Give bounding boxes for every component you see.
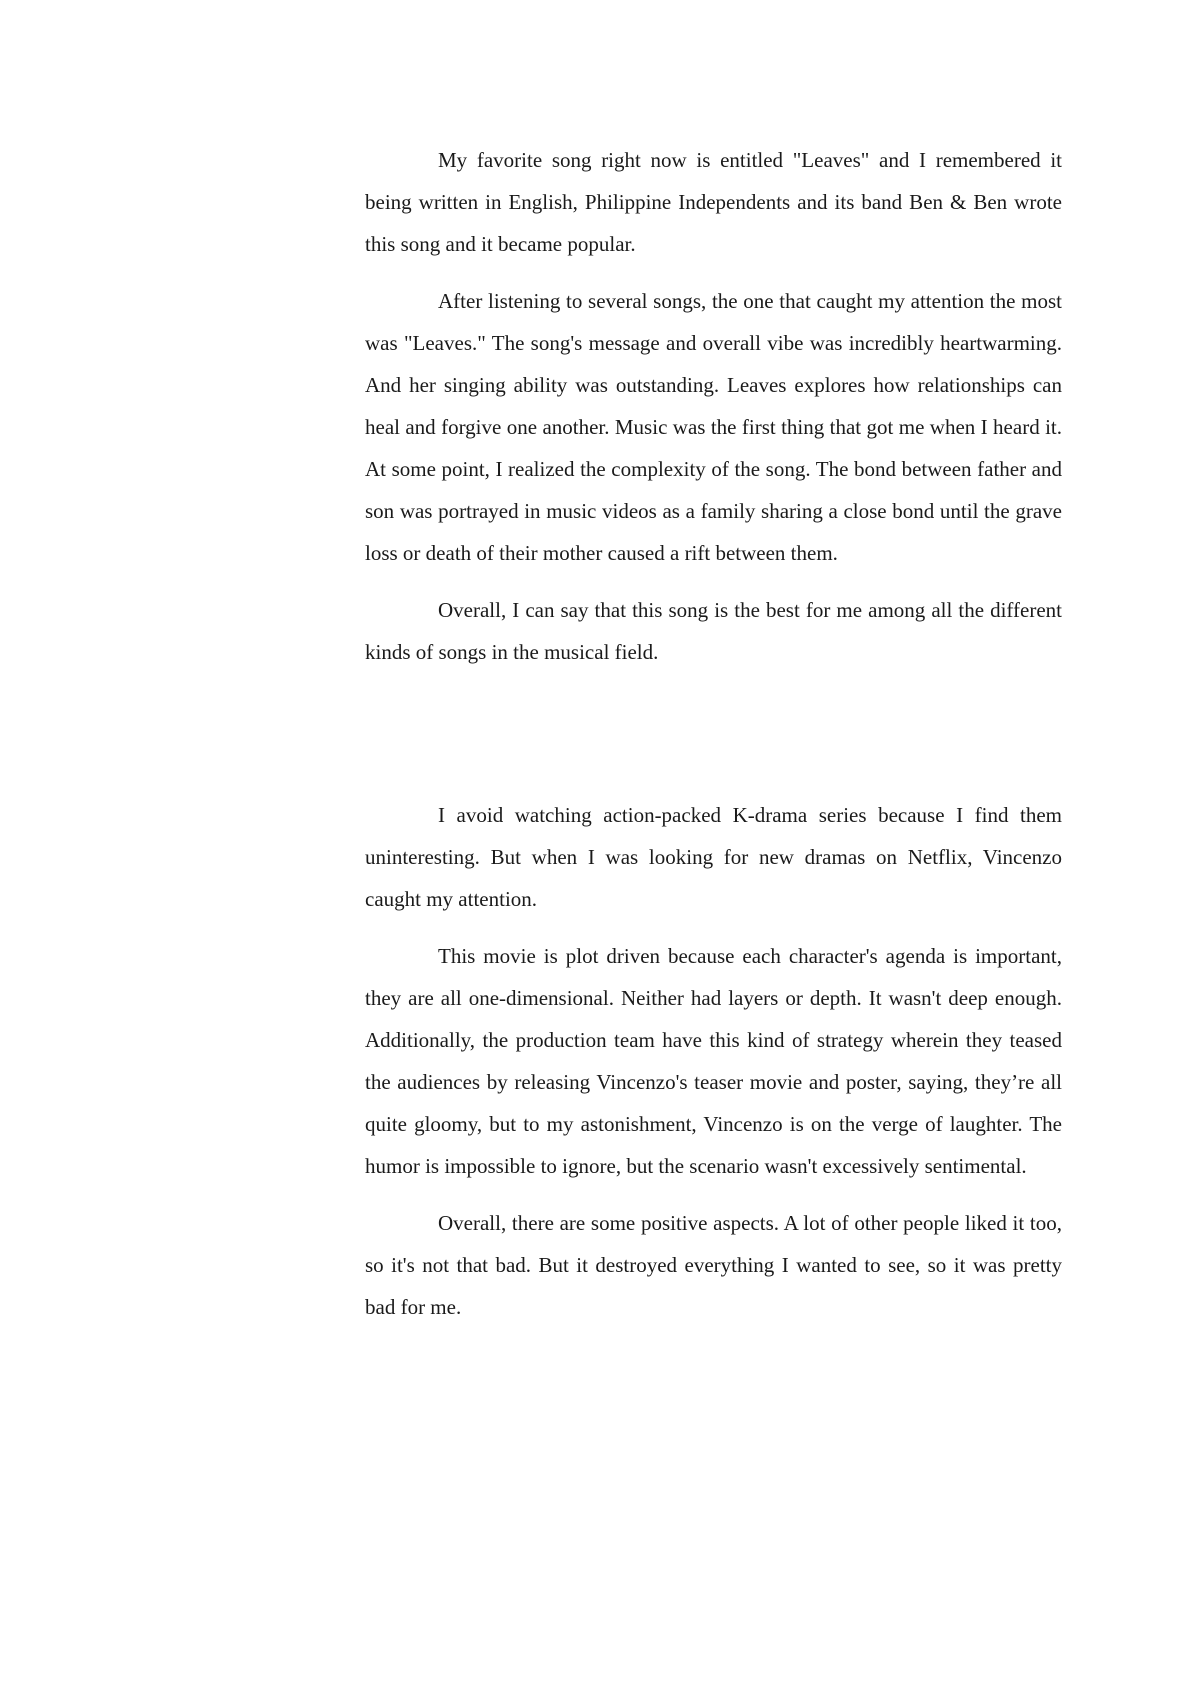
song-review-section (365, 139, 1062, 688)
paragraph-song-conclusion: Overall, I can say that this song is the best for me among all the different kinds of songs in the musical field. (365, 598, 1062, 664)
paragraph-song-intro: My favorite song right now is entitled "Leaves" and I remembered it being written in English, Philippine Independents and its band Ben & Ben wrote this song and it became popular. (365, 148, 1062, 256)
paragraph-song-analysis: After listening to several songs, the one that caught my attention the most was "Leaves." The song's message and overall vibe was incredibly heartwarming. And her singing ability was outstanding. Leaves explores how relationships can heal and forgive one another. Music was the first thing that got me when I heard it. At some point, I realized the complexity of the song. The bond between father and son was portrayed in music videos as a family sharing a close bond until the grave loss or death of their mother caused a rift between them. (365, 289, 1062, 565)
paragraph-drama-conclusion: Overall, there are some positive aspects. A lot of other people liked it too, so it's not that bad. But it destroyed everything I wanted to see, so it was pretty bad for me. (365, 1211, 1062, 1319)
paragraph-drama-analysis: This movie is plot driven because each character's agenda is important, they are all one-dimensional. Neither had layers or depth. It wasn't deep enough. Additionally, the production team have this kind of strategy wherein they teased the audiences by releasing Vincenzo's teaser movie and poster, saying, they’re all quite gloomy, but to my astonishment, Vincenzo is on the verge of laughter. The humor is impossible to ignore, but the scenario wasn't excessively sentimental. (365, 944, 1062, 1178)
paragraph-drama-intro: I avoid watching action-packed K-drama series because I find them uninteresting. But when I was looking for new dramas on Netflix, Vincenzo caught my attention. (365, 803, 1062, 911)
drama-review-section (365, 794, 1062, 1343)
